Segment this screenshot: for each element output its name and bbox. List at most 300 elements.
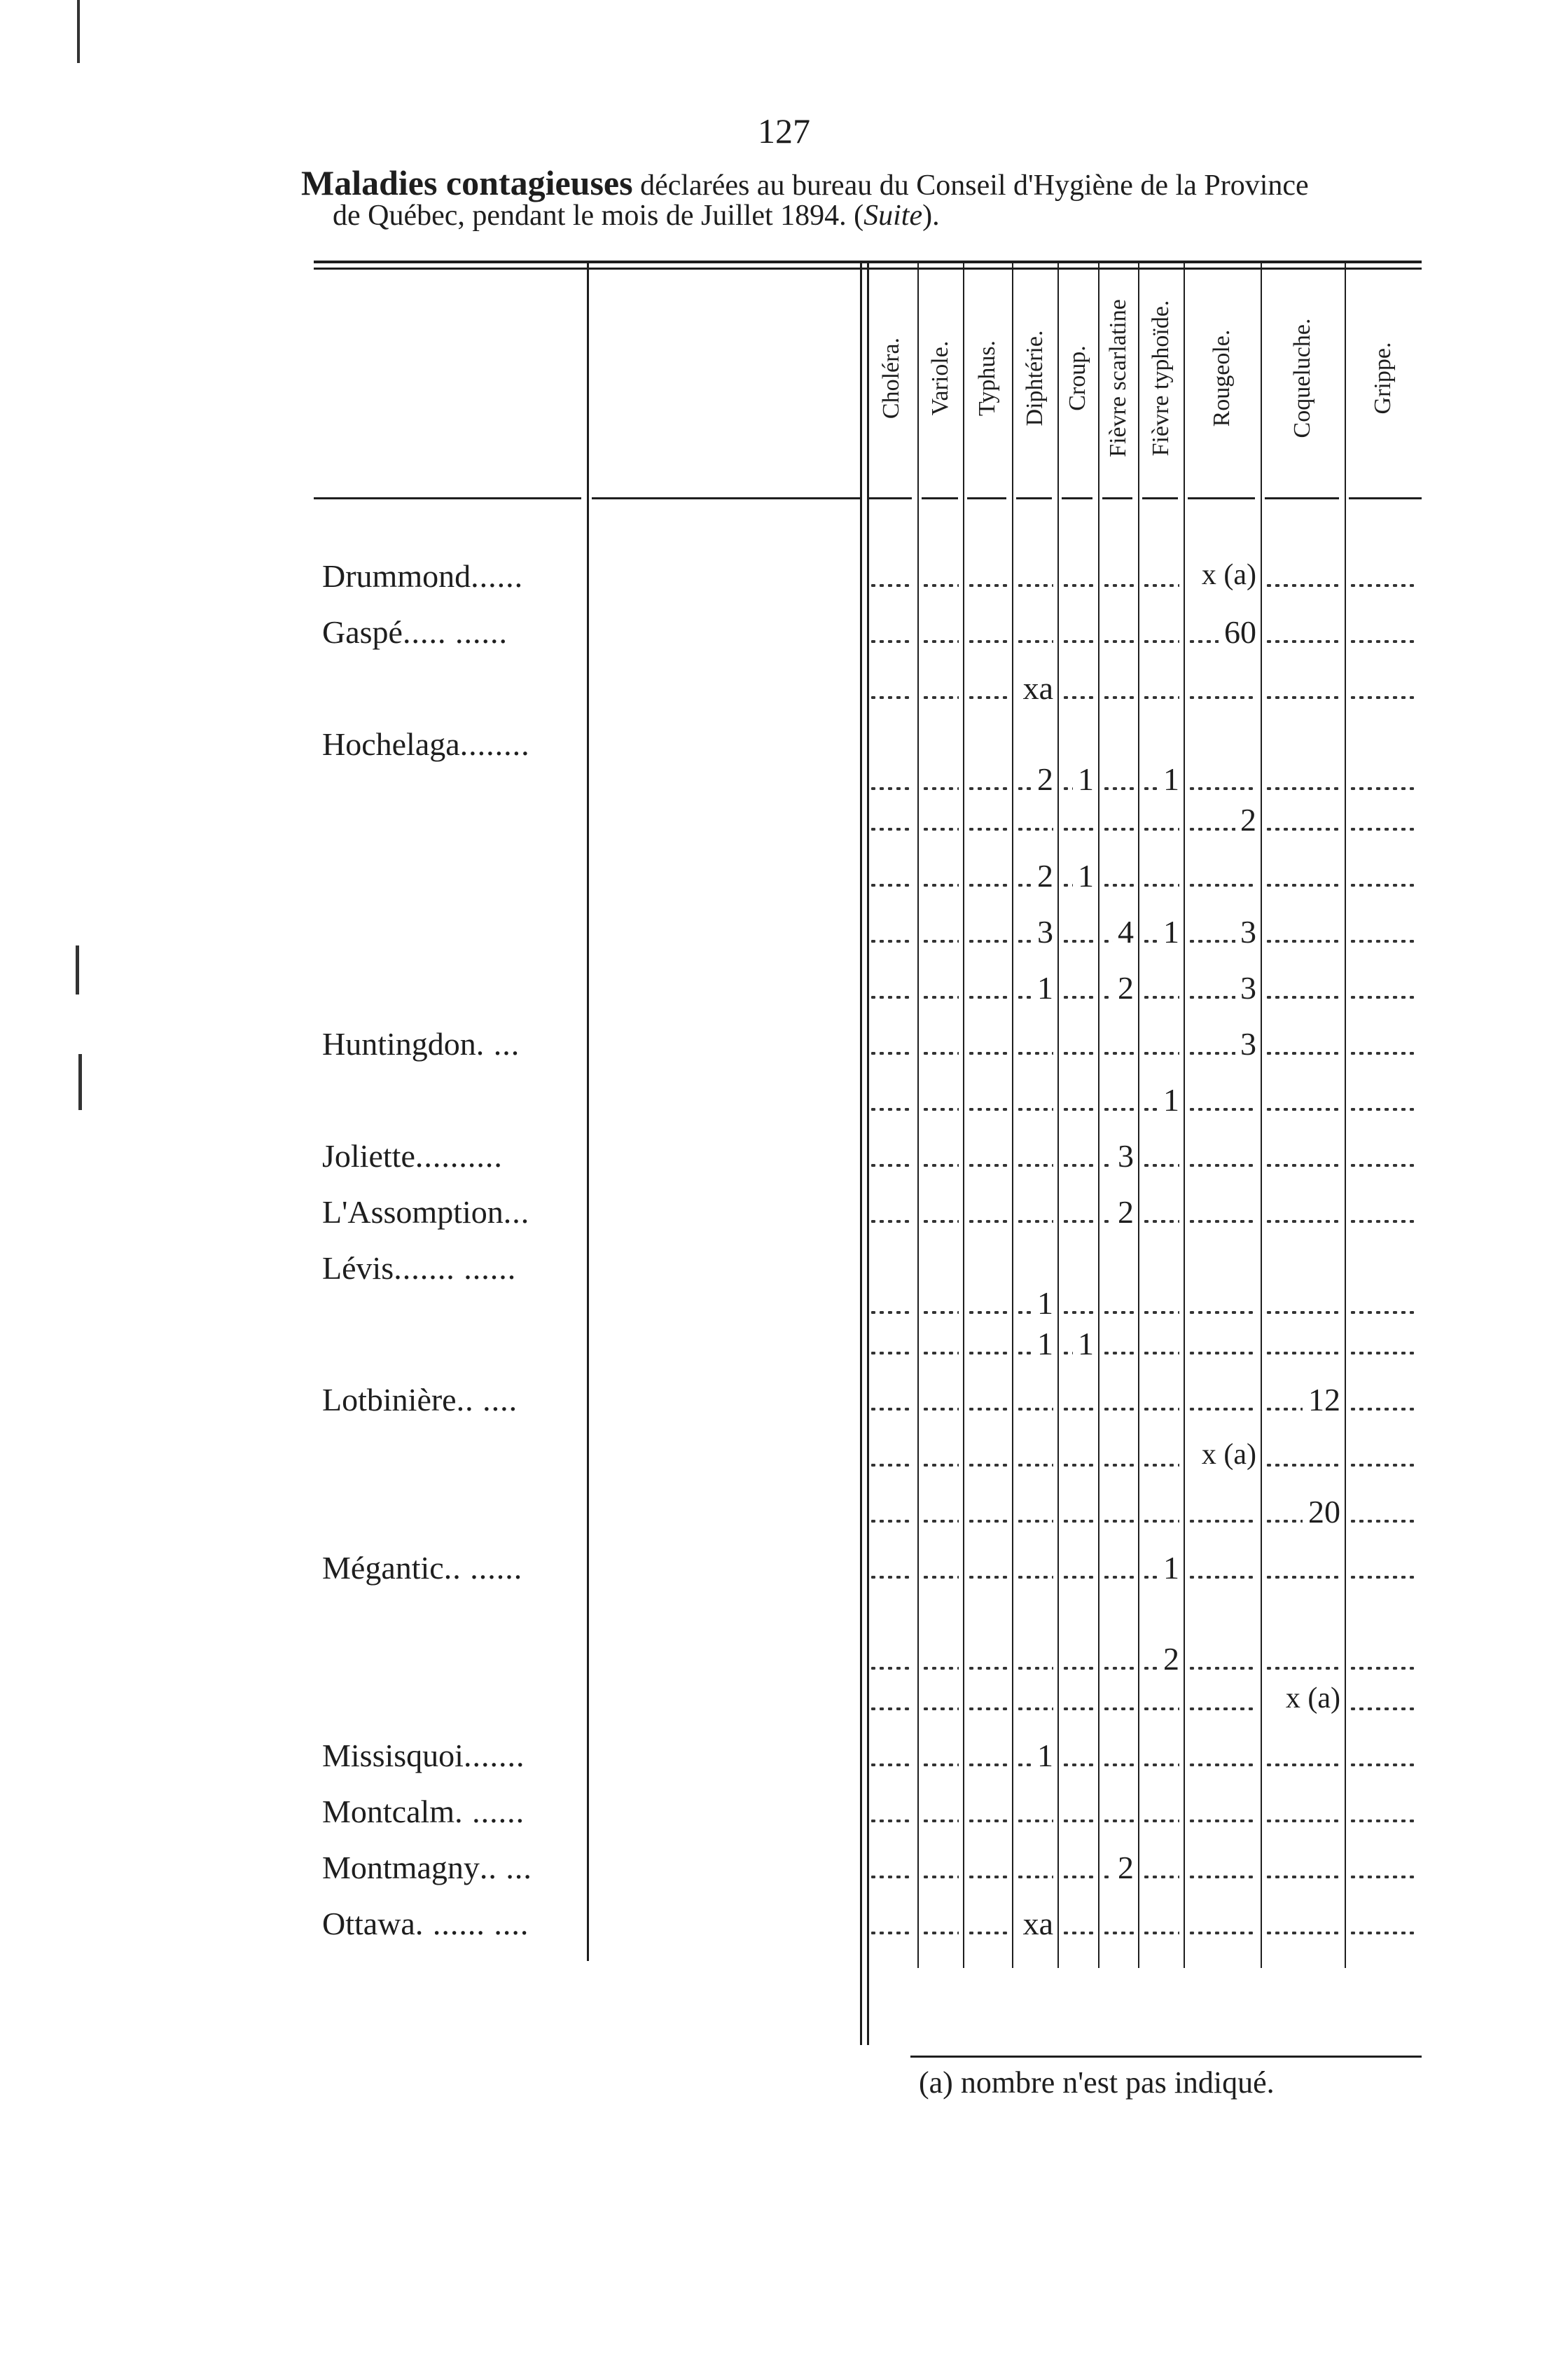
title-bold: Maladies contagieuses bbox=[301, 163, 633, 202]
leader-dots bbox=[1062, 940, 1094, 943]
leader-dots bbox=[922, 1311, 959, 1314]
cell-value: 2 bbox=[1163, 1641, 1179, 1677]
leader-dots bbox=[1102, 696, 1134, 699]
leader-dots bbox=[1265, 1164, 1340, 1167]
leader-dots bbox=[1142, 940, 1158, 943]
leader-dots bbox=[1349, 996, 1417, 999]
leader-dots bbox=[922, 584, 959, 587]
leader-dots bbox=[1102, 787, 1134, 790]
leader-dots bbox=[1265, 1667, 1340, 1670]
leader-dots bbox=[1062, 1220, 1094, 1223]
cell-value: 1 bbox=[1037, 1326, 1053, 1361]
page-title bbox=[301, 162, 1309, 203]
leader-dots bbox=[922, 1707, 959, 1710]
leader-dots bbox=[1062, 1576, 1094, 1579]
leader-dots bbox=[1142, 696, 1179, 699]
leader-dots bbox=[869, 1352, 913, 1354]
leader-dots bbox=[967, 584, 1008, 587]
margin-mark bbox=[77, 0, 80, 63]
header-disease: Choléra. bbox=[877, 337, 904, 420]
leader-dots bbox=[1188, 1820, 1256, 1822]
leader-dots bbox=[869, 1052, 913, 1055]
leader-dots bbox=[1349, 1667, 1417, 1670]
margin-mark bbox=[76, 945, 79, 995]
leader-dots bbox=[1102, 1576, 1134, 1579]
cell-value: 2 bbox=[1118, 1194, 1134, 1230]
cell-value: 1 bbox=[1078, 858, 1094, 894]
subtitle-b: ). bbox=[922, 200, 940, 232]
leader-dots bbox=[922, 1408, 959, 1411]
leader-dots bbox=[922, 1932, 959, 1934]
leader-dots bbox=[1265, 640, 1340, 643]
county-name: Ottawa. ...... .... bbox=[322, 1906, 529, 1941]
leader-dots bbox=[1062, 1352, 1073, 1354]
leader-dots bbox=[869, 640, 913, 643]
leader-dots bbox=[869, 1820, 913, 1822]
leader-dots bbox=[1016, 1876, 1053, 1878]
leader-dots bbox=[869, 996, 913, 999]
county-leader: .. .... bbox=[456, 1382, 518, 1418]
cell-value: 2 bbox=[1037, 858, 1053, 894]
leader-dots bbox=[1265, 787, 1340, 790]
county-leader: ....... ...... bbox=[394, 1250, 517, 1286]
leader-dots bbox=[1142, 1820, 1179, 1822]
header-disease: Grippe. bbox=[1370, 342, 1396, 415]
leader-dots bbox=[967, 787, 1008, 790]
leader-dots bbox=[1142, 1520, 1179, 1523]
leader-dots bbox=[1188, 640, 1219, 643]
leader-dots bbox=[1062, 1408, 1094, 1411]
column-rule bbox=[587, 261, 589, 1961]
leader-dots bbox=[1016, 1220, 1053, 1223]
county-leader: . ...... .... bbox=[415, 1906, 529, 1941]
county-leader: ..... ...... bbox=[402, 614, 508, 650]
leader-dots bbox=[967, 996, 1008, 999]
cell-value: x (a) bbox=[1201, 1439, 1256, 1471]
cell-value: 2 bbox=[1240, 802, 1256, 838]
leader-dots bbox=[1016, 1108, 1053, 1111]
leader-dots bbox=[922, 1220, 959, 1223]
leader-dots bbox=[1102, 1408, 1134, 1411]
cell-value: 2 bbox=[1118, 1850, 1134, 1885]
leader-dots bbox=[1265, 1820, 1340, 1822]
leader-dots bbox=[1062, 996, 1094, 999]
leader-dots bbox=[922, 1763, 959, 1766]
leader-dots bbox=[1142, 640, 1179, 643]
cell-value: 1 bbox=[1163, 1550, 1179, 1586]
leader-dots bbox=[1349, 1311, 1417, 1314]
leader-dots bbox=[1349, 1164, 1417, 1167]
header-bottom-rule bbox=[1142, 497, 1178, 499]
leader-dots bbox=[1102, 1763, 1134, 1766]
cell-value: 60 bbox=[1224, 614, 1256, 650]
county-leader: . ... bbox=[476, 1026, 520, 1062]
cell-value: 1 bbox=[1163, 1082, 1179, 1118]
margin-mark bbox=[78, 1054, 82, 1110]
leader-dots bbox=[967, 828, 1008, 831]
leader-dots bbox=[869, 1408, 913, 1411]
leader-dots bbox=[1102, 1932, 1134, 1934]
leader-dots bbox=[967, 940, 1008, 943]
leader-dots bbox=[869, 1932, 913, 1934]
leader-dots bbox=[967, 1763, 1008, 1766]
leader-dots bbox=[1102, 1520, 1134, 1523]
leader-dots bbox=[1265, 1408, 1303, 1411]
cell-value: x (a) bbox=[1201, 559, 1256, 591]
column-rule bbox=[917, 261, 919, 1968]
leader-dots bbox=[1349, 1576, 1417, 1579]
leader-dots bbox=[1016, 1164, 1053, 1167]
leader-dots bbox=[1102, 1876, 1113, 1878]
header-bottom-rule bbox=[1265, 497, 1339, 499]
leader-dots bbox=[869, 1108, 913, 1111]
leader-dots bbox=[1188, 1763, 1256, 1766]
leader-dots bbox=[1016, 996, 1032, 999]
leader-dots bbox=[1062, 1763, 1094, 1766]
header-disease: Croup. bbox=[1064, 345, 1090, 411]
column-rule bbox=[1057, 261, 1059, 1968]
leader-dots bbox=[967, 1707, 1008, 1710]
cell-value: x (a) bbox=[1285, 1682, 1340, 1714]
leader-dots bbox=[967, 1464, 1008, 1467]
leader-dots bbox=[1062, 584, 1094, 587]
leader-dots bbox=[1102, 1311, 1134, 1314]
leader-dots bbox=[1062, 1707, 1094, 1710]
leader-dots bbox=[869, 1707, 913, 1710]
leader-dots bbox=[1349, 1707, 1417, 1710]
leader-dots bbox=[967, 1164, 1008, 1167]
leader-dots bbox=[1349, 940, 1417, 943]
leader-dots bbox=[1062, 1820, 1094, 1822]
leader-dots bbox=[1265, 1108, 1340, 1111]
leader-dots bbox=[1265, 584, 1340, 587]
header-bottom-rule bbox=[592, 497, 860, 499]
cell-value: 4 bbox=[1118, 914, 1134, 950]
leader-dots bbox=[1102, 1220, 1113, 1223]
leader-dots bbox=[1062, 1108, 1094, 1111]
county-name: Huntingdon. ... bbox=[322, 1026, 520, 1062]
leader-dots bbox=[1349, 884, 1417, 887]
cell-value: 1 bbox=[1163, 761, 1179, 797]
cell-value: 3 bbox=[1240, 1026, 1256, 1062]
leader-dots bbox=[1265, 1576, 1340, 1579]
header-bottom-rule bbox=[1349, 497, 1422, 499]
title-rest: déclarées au bureau du Conseil d'Hygiène de la Province bbox=[632, 169, 1309, 202]
leader-dots bbox=[1102, 884, 1134, 887]
leader-dots bbox=[922, 640, 959, 643]
column-rule bbox=[1261, 261, 1262, 1968]
header-bottom-rule bbox=[868, 497, 912, 499]
leader-dots bbox=[1142, 1408, 1179, 1411]
leader-dots bbox=[1349, 1763, 1417, 1766]
leader-dots bbox=[967, 696, 1008, 699]
header-disease: Diphtérie. bbox=[1021, 330, 1048, 427]
leader-dots bbox=[1188, 1932, 1256, 1934]
cell-value: 3 bbox=[1037, 914, 1053, 950]
leader-dots bbox=[1016, 1408, 1053, 1411]
leader-dots bbox=[1142, 1464, 1179, 1467]
header-disease: Fièvre typhoïde. bbox=[1147, 300, 1174, 457]
county-name: Lévis....... ...... bbox=[322, 1250, 517, 1286]
leader-dots bbox=[1142, 1667, 1158, 1670]
leader-dots bbox=[1188, 1164, 1256, 1167]
header-bottom-rule bbox=[1102, 497, 1132, 499]
leader-dots bbox=[1062, 1667, 1094, 1670]
cell-value: 1 bbox=[1037, 970, 1053, 1006]
leader-dots bbox=[1265, 1052, 1340, 1055]
leader-dots bbox=[967, 1220, 1008, 1223]
header-bottom-rule bbox=[1188, 497, 1255, 499]
county-name: Gaspé..... ...... bbox=[322, 614, 508, 650]
leader-dots bbox=[1102, 1707, 1134, 1710]
column-rule bbox=[1345, 261, 1346, 1968]
leader-dots bbox=[1265, 884, 1340, 887]
leader-dots bbox=[1102, 996, 1113, 999]
leader-dots bbox=[869, 584, 913, 587]
county-name: Montcalm. ...... bbox=[322, 1794, 525, 1829]
leader-dots bbox=[1349, 1052, 1417, 1055]
leader-dots bbox=[1188, 1876, 1256, 1878]
cell-value: xa bbox=[1022, 670, 1053, 706]
leader-dots bbox=[1016, 584, 1053, 587]
leader-dots bbox=[1016, 1352, 1032, 1354]
leader-dots bbox=[1265, 1220, 1340, 1223]
leader-dots bbox=[869, 1520, 913, 1523]
leader-dots bbox=[1016, 1576, 1053, 1579]
leader-dots bbox=[1062, 1311, 1094, 1314]
column-rule bbox=[1138, 261, 1139, 1968]
county-name: Missisquoi....... bbox=[322, 1738, 525, 1773]
column-rule bbox=[1098, 261, 1099, 1968]
county-leader: .......... bbox=[415, 1138, 503, 1174]
leader-dots bbox=[1265, 1520, 1303, 1523]
leader-dots bbox=[1062, 1876, 1094, 1878]
leader-dots bbox=[1188, 1108, 1256, 1111]
leader-dots bbox=[1016, 1464, 1053, 1467]
header-disease: Rougeole. bbox=[1209, 329, 1235, 427]
leader-dots bbox=[1142, 1311, 1179, 1314]
leader-dots bbox=[1349, 1464, 1417, 1467]
leader-dots bbox=[1349, 1108, 1417, 1111]
leader-dots bbox=[1142, 1052, 1179, 1055]
leader-dots bbox=[922, 996, 959, 999]
leader-dots bbox=[922, 787, 959, 790]
column-rule bbox=[1012, 261, 1013, 1968]
cell-value: 20 bbox=[1308, 1494, 1340, 1530]
leader-dots bbox=[922, 1876, 959, 1878]
leader-dots bbox=[869, 940, 913, 943]
leader-dots bbox=[869, 696, 913, 699]
county-name: Lotbinière.. .... bbox=[322, 1382, 518, 1418]
leader-dots bbox=[1188, 996, 1235, 999]
leader-dots bbox=[1188, 828, 1235, 831]
leader-dots bbox=[922, 696, 959, 699]
leader-dots bbox=[1349, 640, 1417, 643]
leader-dots bbox=[1349, 1408, 1417, 1411]
leader-dots bbox=[1102, 1052, 1134, 1055]
header-bottom-rule bbox=[967, 497, 1006, 499]
leader-dots bbox=[1102, 940, 1113, 943]
leader-dots bbox=[1349, 787, 1417, 790]
leader-dots bbox=[967, 1052, 1008, 1055]
cell-value: 3 bbox=[1240, 914, 1256, 950]
leader-dots bbox=[922, 1352, 959, 1354]
leader-dots bbox=[922, 1164, 959, 1167]
leader-dots bbox=[1188, 1576, 1256, 1579]
leader-dots bbox=[1188, 1220, 1256, 1223]
leader-dots bbox=[1062, 828, 1094, 831]
leader-dots bbox=[869, 1763, 913, 1766]
leader-dots bbox=[1062, 1052, 1094, 1055]
page-number: 127 bbox=[758, 111, 810, 151]
county-leader: ....... bbox=[463, 1738, 525, 1773]
leader-dots bbox=[1265, 1876, 1340, 1878]
leader-dots bbox=[1265, 940, 1340, 943]
leader-dots bbox=[922, 828, 959, 831]
leader-dots bbox=[1188, 940, 1235, 943]
column-rule bbox=[867, 261, 869, 2045]
leader-dots bbox=[1142, 1108, 1158, 1111]
leader-dots bbox=[1349, 696, 1417, 699]
cell-value: 1 bbox=[1037, 1285, 1053, 1321]
county-leader: ... bbox=[503, 1194, 530, 1230]
leader-dots bbox=[1188, 1052, 1235, 1055]
footnote-rule bbox=[910, 2056, 1422, 2058]
county-leader: .. ...... bbox=[443, 1550, 523, 1586]
leader-dots bbox=[1016, 1820, 1053, 1822]
cell-value: 3 bbox=[1240, 970, 1256, 1006]
leader-dots bbox=[967, 1667, 1008, 1670]
leader-dots bbox=[1188, 1667, 1256, 1670]
leader-dots bbox=[922, 1667, 959, 1670]
county-name: Drummond...... bbox=[322, 558, 524, 594]
leader-dots bbox=[1102, 828, 1134, 831]
county-leader: ...... bbox=[471, 558, 524, 594]
leader-dots bbox=[1265, 1763, 1340, 1766]
cell-value: 1 bbox=[1078, 761, 1094, 797]
leader-dots bbox=[1265, 696, 1340, 699]
cell-value: 2 bbox=[1037, 761, 1053, 797]
leader-dots bbox=[1016, 1052, 1053, 1055]
county-leader: ........ bbox=[459, 726, 530, 762]
leader-dots bbox=[1349, 1932, 1417, 1934]
cell-value: 12 bbox=[1308, 1382, 1340, 1418]
leader-dots bbox=[1062, 884, 1073, 887]
leader-dots bbox=[1142, 584, 1179, 587]
leader-dots bbox=[1102, 1820, 1134, 1822]
county-leader: .. ... bbox=[479, 1850, 532, 1885]
leader-dots bbox=[1016, 1667, 1053, 1670]
header-bottom-rule bbox=[314, 497, 581, 499]
leader-dots bbox=[1016, 884, 1032, 887]
leader-dots bbox=[967, 1932, 1008, 1934]
leader-dots bbox=[1062, 640, 1094, 643]
leader-dots bbox=[967, 1576, 1008, 1579]
cell-value: 1 bbox=[1037, 1738, 1053, 1773]
leader-dots bbox=[1142, 884, 1179, 887]
leader-dots bbox=[1265, 1311, 1340, 1314]
leader-dots bbox=[922, 1576, 959, 1579]
county-name: L'Assomption... bbox=[322, 1194, 530, 1230]
leader-dots bbox=[1188, 1311, 1256, 1314]
leader-dots bbox=[1188, 884, 1256, 887]
header-disease: Fièvre scarlatine bbox=[1104, 299, 1131, 457]
leader-dots bbox=[1062, 1164, 1094, 1167]
leader-dots bbox=[1142, 1164, 1179, 1167]
leader-dots bbox=[1142, 1220, 1179, 1223]
leader-dots bbox=[869, 1311, 913, 1314]
leader-dots bbox=[1016, 1311, 1032, 1314]
leader-dots bbox=[1062, 1464, 1094, 1467]
header-disease: Variole. bbox=[927, 340, 953, 416]
cell-value: 1 bbox=[1163, 914, 1179, 950]
leader-dots bbox=[1102, 584, 1134, 587]
leader-dots bbox=[1102, 1108, 1134, 1111]
leader-dots bbox=[1016, 828, 1053, 831]
subtitle-italic: Suite bbox=[863, 200, 923, 232]
leader-dots bbox=[1265, 1352, 1340, 1354]
cell-value: 2 bbox=[1118, 970, 1134, 1006]
leader-dots bbox=[1062, 1932, 1094, 1934]
leader-dots bbox=[922, 1520, 959, 1523]
leader-dots bbox=[922, 1820, 959, 1822]
leader-dots bbox=[1265, 828, 1340, 831]
leader-dots bbox=[1102, 1667, 1134, 1670]
leader-dots bbox=[1188, 1408, 1256, 1411]
leader-dots bbox=[1188, 1520, 1256, 1523]
column-rule bbox=[1184, 261, 1185, 1968]
leader-dots bbox=[1102, 1164, 1113, 1167]
leader-dots bbox=[1349, 1352, 1417, 1354]
leader-dots bbox=[967, 1876, 1008, 1878]
footnote: (a) nombre n'est pas indiqué. bbox=[919, 2065, 1275, 2100]
leader-dots bbox=[869, 884, 913, 887]
cell-value: 3 bbox=[1118, 1138, 1134, 1174]
leader-dots bbox=[1016, 1763, 1032, 1766]
leader-dots bbox=[1349, 1220, 1417, 1223]
leader-dots bbox=[869, 1876, 913, 1878]
leader-dots bbox=[1265, 996, 1340, 999]
leader-dots bbox=[1142, 1932, 1179, 1934]
leader-dots bbox=[1016, 787, 1032, 790]
leader-dots bbox=[1142, 787, 1158, 790]
leader-dots bbox=[869, 1464, 913, 1467]
leader-dots bbox=[922, 884, 959, 887]
cell-value: xa bbox=[1022, 1906, 1053, 1941]
header-bottom-rule bbox=[1062, 497, 1092, 499]
county-name: Montmagny.. ... bbox=[322, 1850, 532, 1885]
header-bottom-rule bbox=[1016, 497, 1052, 499]
leader-dots bbox=[1349, 1520, 1417, 1523]
leader-dots bbox=[1188, 696, 1256, 699]
leader-dots bbox=[1016, 1707, 1053, 1710]
leader-dots bbox=[967, 1108, 1008, 1111]
leader-dots bbox=[967, 1311, 1008, 1314]
page-subtitle bbox=[333, 199, 940, 233]
leader-dots bbox=[1349, 828, 1417, 831]
leader-dots bbox=[1188, 787, 1256, 790]
county-name: Mégantic.. ...... bbox=[322, 1550, 523, 1586]
county-leader: . ...... bbox=[455, 1794, 525, 1829]
leader-dots bbox=[869, 828, 913, 831]
leader-dots bbox=[967, 640, 1008, 643]
county-name: Joliette.......... bbox=[322, 1138, 503, 1174]
leader-dots bbox=[922, 1052, 959, 1055]
leader-dots bbox=[1188, 1707, 1256, 1710]
leader-dots bbox=[1265, 1932, 1340, 1934]
leader-dots bbox=[967, 1520, 1008, 1523]
leader-dots bbox=[869, 1576, 913, 1579]
